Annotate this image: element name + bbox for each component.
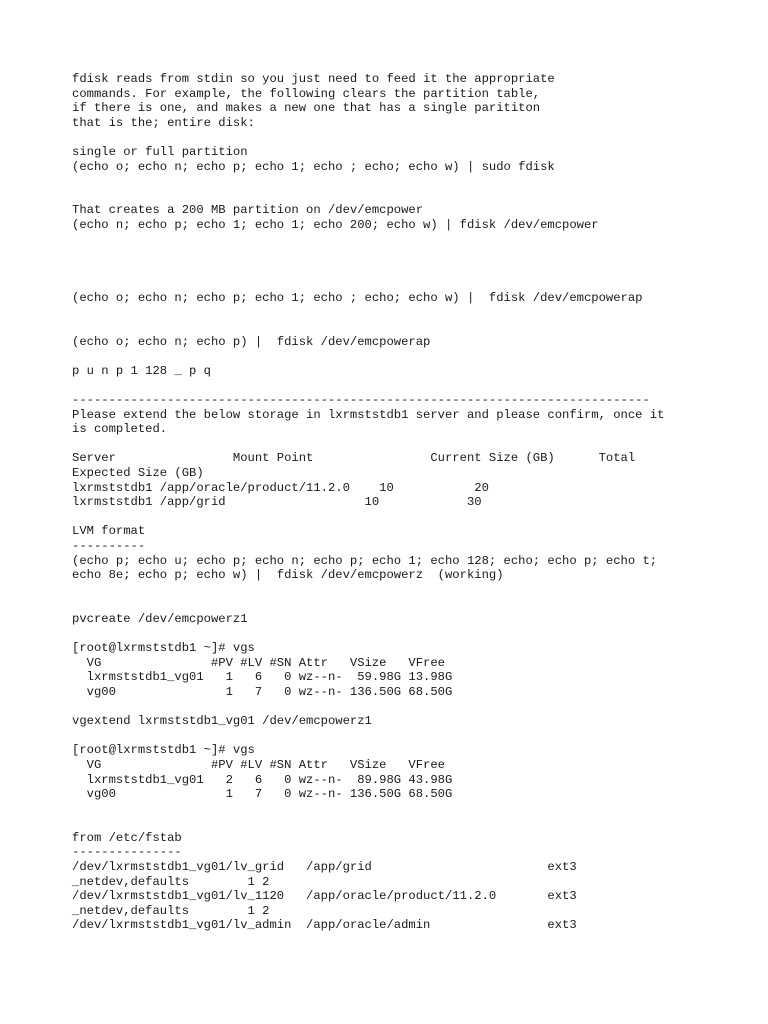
blank-line: [72, 174, 752, 189]
text-line: (echo o; echo n; echo p; echo 1; echo ; echo; echo w) | fdisk /dev/emcpowerap: [72, 290, 643, 305]
text-line: [root@lxrmststdb1 ~]# vgs: [72, 743, 255, 758]
text-line: Expected Size (GB): [72, 466, 204, 481]
text-line: if there is one, and makes a new one that has a single parititon: [72, 101, 541, 116]
text-line: _netdev,defaults 1 2: [72, 874, 270, 889]
text-line: -------------------------------------------------------------------------------: [72, 393, 650, 408]
blank-line: [72, 189, 752, 204]
blank-line: [72, 130, 752, 145]
blank-line: [72, 378, 752, 393]
text-line: lxrmststdb1_vg01 2 6 0 wz--n- 89.98G 43.98G: [72, 772, 453, 787]
text-line: ----------: [72, 539, 146, 553]
text-line: Server Mount Point Current Size (GB) Total: [72, 451, 636, 466]
blank-line: [72, 247, 752, 262]
text-line: VG #PV #LV #SN Attr VSize VFree: [72, 757, 445, 772]
blank-line: [72, 729, 752, 744]
text-line: p u n p 1 128 _ p q: [72, 363, 211, 378]
blank-line: [72, 437, 752, 452]
text-line: ---------------: [72, 845, 182, 860]
text-line: fdisk reads from stdin so you just need to feed it the appropriate: [72, 72, 555, 86]
text-line: that is the; entire disk:: [72, 115, 255, 130]
text-line: [root@lxrmststdb1 ~]# vgs: [72, 641, 255, 656]
blank-line: [72, 349, 752, 364]
text-line: (echo o; echo n; echo p) | fdisk /dev/emcpowerap: [72, 334, 431, 349]
text-line: (echo n; echo p; echo 1; echo 1; echo 200; echo w) | fdisk /dev/emcpower: [72, 217, 599, 232]
text-line: commands. For example, the following clears the partition table,: [72, 86, 541, 101]
text-line: from /etc/fstab: [72, 830, 182, 845]
text-line: Please extend the below storage in lxrmststdb1 server and please confirm, once it: [72, 407, 665, 422]
blank-line: [72, 276, 752, 291]
blank-line: [72, 306, 752, 321]
blank-line: [72, 802, 752, 817]
blank-line: [72, 816, 752, 831]
text-line: /dev/lxrmststdb1_vg01/lv_1120 /app/oracle/product/11.2.0 ext3: [72, 889, 577, 904]
text-line: That creates a 200 MB partition on /dev/emcpower: [72, 203, 424, 218]
blank-line: [72, 597, 752, 612]
text-line: /dev/lxrmststdb1_vg01/lv_admin /app/oracle/admin ext3: [72, 918, 577, 933]
text-line: pvcreate /dev/emcpowerz1: [72, 611, 248, 626]
text-line: lxrmststdb1 /app/grid 10 30: [72, 495, 482, 510]
text-line: VG #PV #LV #SN Attr VSize VFree: [72, 655, 445, 670]
text-line: _netdev,defaults 1 2: [72, 903, 270, 918]
text-line: lxrmststdb1_vg01 1 6 0 wz--n- 59.98G 13.98G: [72, 670, 453, 685]
text-line: vg00 1 7 0 wz--n- 136.50G 68.50G: [72, 787, 453, 802]
blank-line: [72, 233, 752, 248]
text-line: is completed.: [72, 422, 168, 437]
text-line: lxrmststdb1 /app/oracle/product/11.2.0 10 20: [72, 480, 489, 495]
text-line: LVM format: [72, 524, 146, 539]
blank-line: [72, 627, 752, 642]
blank-line: [72, 262, 752, 277]
blank-line: [72, 320, 752, 335]
blank-line: [72, 583, 752, 598]
text-line: single or full partition: [72, 144, 248, 159]
text-line: echo 8e; echo p; echo w) | fdisk /dev/emcpowerz (working): [72, 568, 504, 583]
text-line: /dev/lxrmststdb1_vg01/lv_grid /app/grid ext3: [72, 860, 577, 875]
text-line: vgextend lxrmststdb1_vg01 /dev/emcpowerz1: [72, 714, 372, 729]
blank-line: [72, 700, 752, 715]
text-line: (echo p; echo u; echo p; echo n; echo p; echo 1; echo 128; echo; echo p; echo t;: [72, 553, 658, 568]
text-line: (echo o; echo n; echo p; echo 1; echo ; echo; echo w) | sudo fdisk: [72, 159, 555, 174]
document-page: [72, 72, 752, 933]
blank-line: [72, 510, 752, 525]
text-line: vg00 1 7 0 wz--n- 136.50G 68.50G: [72, 684, 453, 699]
